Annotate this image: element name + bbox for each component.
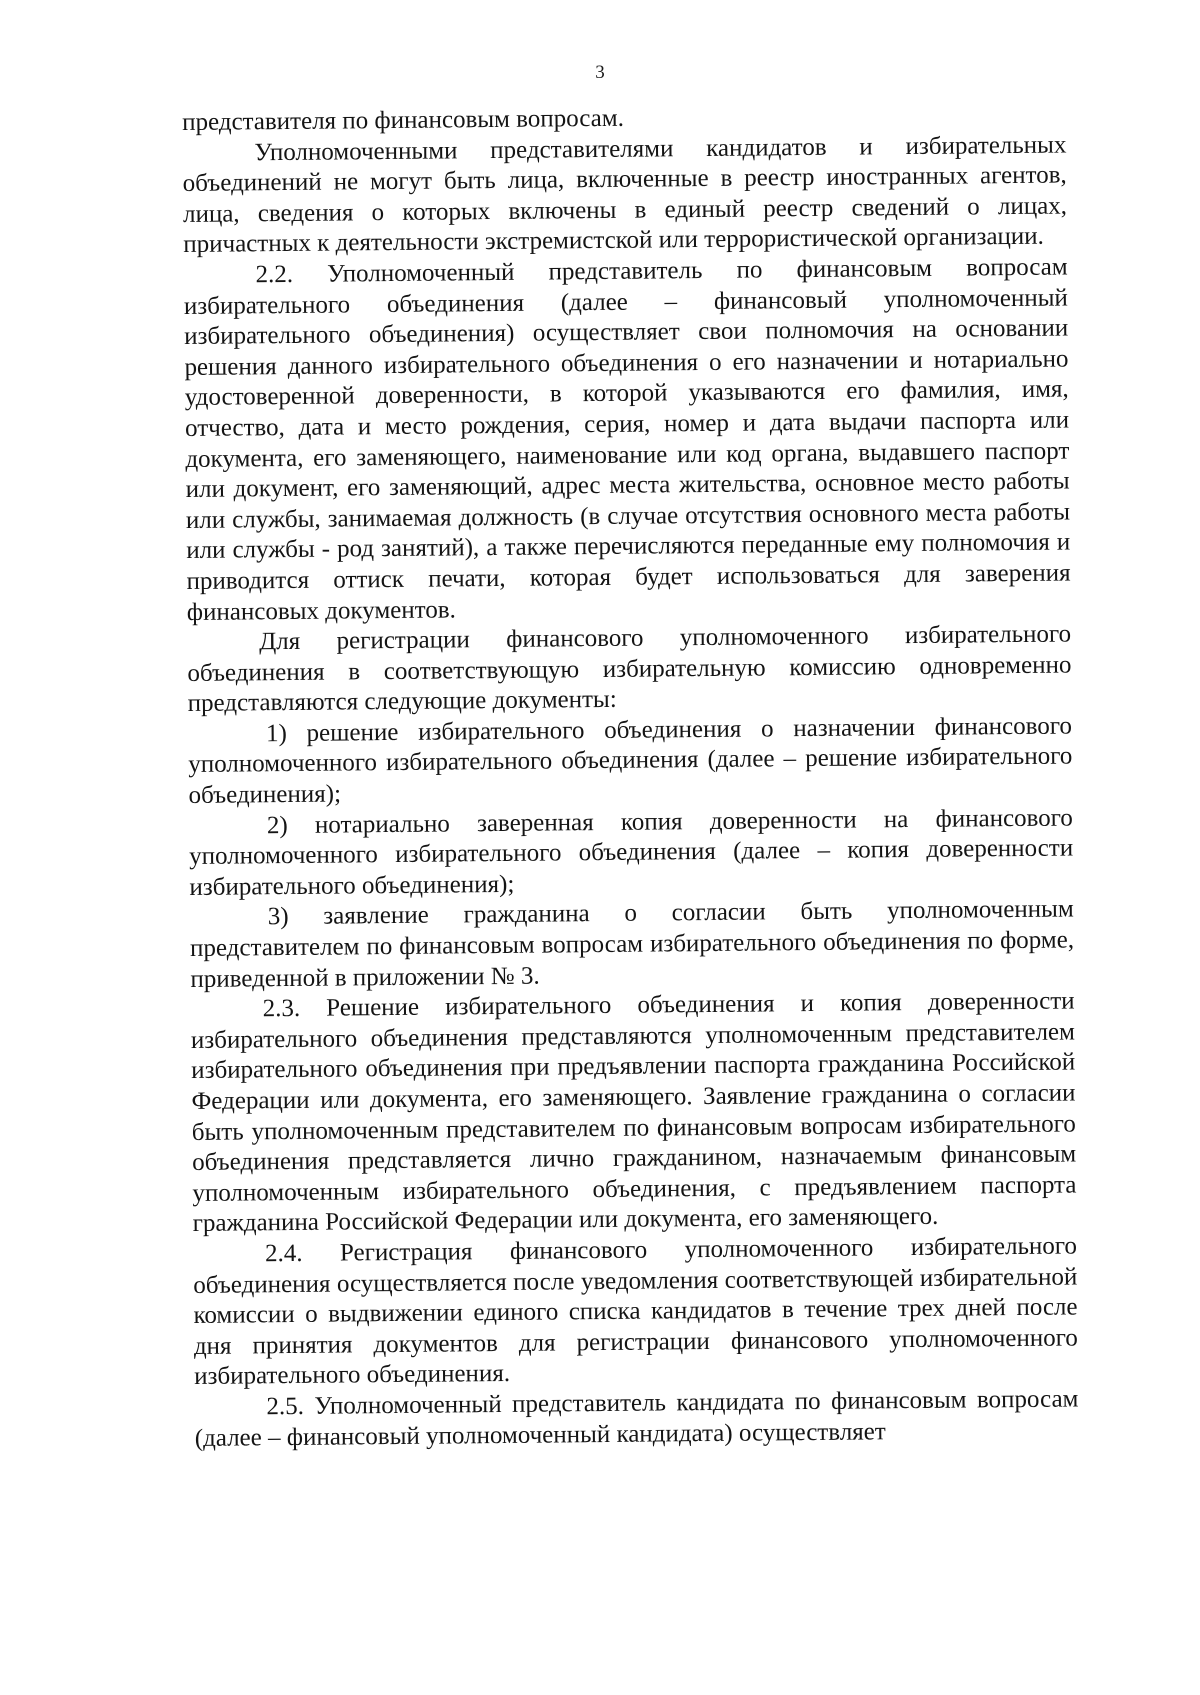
list-item-3: 3) заявление гражданина о согласии быть уполномоченным представителем по финансовым вопросам избирательного объединения по форме, приведенной в приложении № 3.: [189, 895, 1075, 993]
paragraph-2-5: 2.5. Уполномоченный представитель кандидата по финансовым вопросам (далее – финансовый уполномоченный кандидата) осуществляет: [194, 1385, 1079, 1452]
page-number: 3: [595, 62, 605, 83]
paragraph-2-4: 2.4. Регистрация финансового уполномоченного избирательного объединения осуществляется после уведомления соответствующей избирательной комиссии о выдвижении единого списка кандидатов в течение трех дней после дня принятия документов для регистрации финансового уполномоченного избирательного объединения.: [193, 1232, 1078, 1391]
paragraph-continuation: представителя по финансовым вопросам.: [182, 104, 624, 136]
list-item-2: 2) нотариально заверенная копия доверенности на финансового уполномоченного избирательного объединения (далее – копия доверенности избирательного объединения);: [189, 804, 1074, 901]
paragraph-2-2: 2.2. Уполномоченный представитель по финансовым вопросам избирательного объединения (далее – финансовый уполномоченный избирательного объединения) осуществляет свои полномочия на основании решения данного избирательного объединения о его назначении и нотариально удостоверенной доверенности, в которой указываются его фамилия, имя, отчество, дата и место рождения, серия, номер и дата выдачи паспорта или документа, его заменяющего, наименование или код органа, выдавшего паспорт или документ, его заменяющий, адрес места жительства, основное место работы или службы, занимаемая должность (в случае отсутствия основного места работы или службы - род занятий), а также перечисляются переданные ему полномочия и приводится оттиск печати, которая будет использоваться для заверения финансовых документов.: [183, 253, 1071, 626]
paragraph-2-3: 2.3. Решение избирательного объединения и копия доверенности избирательного объединения представляются уполномоченным представителем избирательного объединения при предъявлении паспорта гражданина Российской Федерации или документа, его заменяющего. Заявление гражданина о согласии быть уполномоченным представителем по финансовым вопросам избирательного объединения представляется лично гражданином, назначаемым финансовым уполномоченным избирательного объединения, с предъявлением паспорта гражданина Российской Федерации или документа, его заменяющего.: [190, 987, 1077, 1238]
paragraph-registration-documents: Для регистрации финансового уполномоченного избирательного объединения в соответствующую избирательную комиссию одновременно представляются следующие документы:: [187, 620, 1072, 718]
document-body: [182, 100, 1079, 1455]
paragraph-representatives-restriction: Уполномоченными представителями кандидатов и избирательных объединений не могут быть лица, включенные в реестр иностранных агентов, лица, сведения о которых включены в единый реестр сведений о лицах, причастных к деятельности экстремистской или террористической организации.: [182, 131, 1068, 259]
list-item-1: 1) решение избирательного объединения о назначении финансового уполномоченного избирательного объединения (далее – решение избирательного объединения);: [188, 712, 1073, 810]
